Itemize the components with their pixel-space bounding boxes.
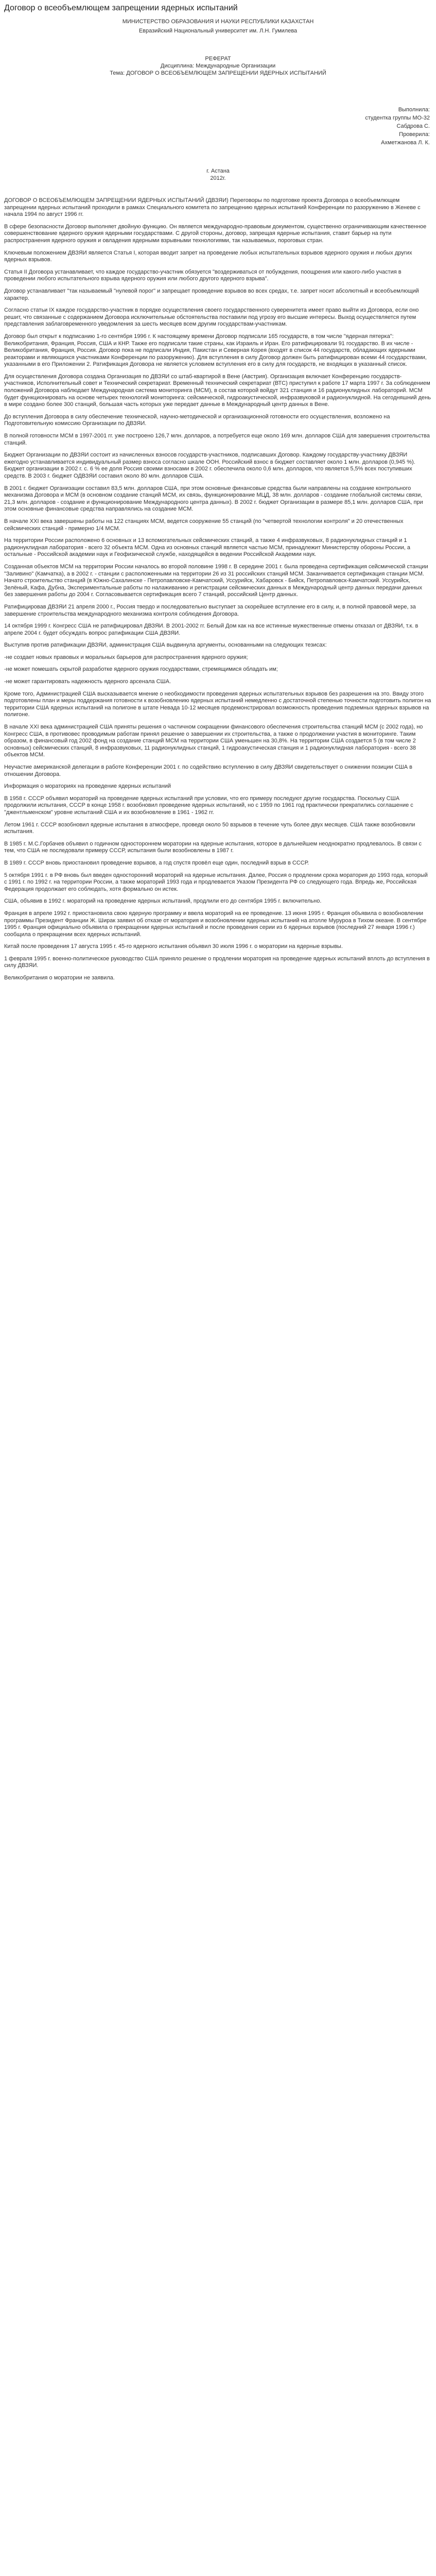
- paragraph: Договор был открыт к подписанию 1-го сентября 1996 г. К настоящему времени Договор подписали 165 государств, в том числе "ядерная пятерка": Великобритания, Франция, Россия, США и КНР. Также его подписали такие страны, как Израиль и Иран. Его ратифицировали 91 государство. В их числе - Великобритания, Франция, Россия. Договор пока не подписали Индия, Пакистан и Северная Корея (входят в список 44 государств, обладающих ядерными реакторами и являющихся участниками Конференции по разоружению). Для вступления в силу Договор должен быть ратифицирован всеми 44 государствами, указанными в его Приложении 2. Ратификация Договора не является условием вступления его в силу для государств, не входящих в указанный список.: [4, 333, 427, 368]
- paragraph: Созданная объектов МСМ на территории России началось во второй половине 1998 г. В середине 2001 г. была проведена сертификация сейсмической станции "Заливино" (Камчатка), а в 2002 г. - станции с расположенными на территории 26 из 31 российских станций МСМ. Заканчивается сертификация станции МСМ. Начато строительство станций (в Южно-Сахалинске - Петропавловске-Камчатский, Уссурийск, Хабаровск - Бийск, Петропавловск-Камчатский. Уссурийск, Зелёный, Кафа, Дубна, Экспериментальные работы по налаживанию и регистрации сейсмических данных в Международный центр данных передачи данных без завершения работы до 2004 г. Согласовывается сертификация всего 7 станций, российский Центр данных.: [4, 563, 428, 598]
- paragraph: -не создает новых правовых и моральных барьеров для распространения ядерного оружия;: [4, 654, 248, 660]
- paragraph: Статья II Договора устанавливает, что каждое государство-участник обязуется "воздерживаться от побуждения, поощрения или какого-либо участия в проведении любого испытательного взрыва ядерного оружия или любого другого ядерного взрыва".: [4, 268, 402, 282]
- paragraph: Неучастие американской делегации в работе Конференции 2001 г. по содействию вступлению в силу ДВЗЯИ свидетельствует о снижении позиции США в отношении Договора.: [4, 764, 412, 777]
- paragraph: Ключевым положением ДВЗЯИ является Статья I, которая вводит запрет на проведение любых испытательных взрывов ядерного оружия и любых других ядерных взрывов.: [4, 249, 412, 263]
- ministry-name: МИНИСТЕРСТВО ОБРАЗОВАНИЯ И НАУКИ РЕСПУБЛИКИ КАЗАХСТАН: [122, 19, 314, 25]
- document-body: [4, 197, 432, 982]
- paragraph: Кроме того, Администрацией США высказывается мнение о необходимости проведения ядерных испытательных взрывов без разрешения на это. Ввиду этого подготовлены план и меры поддержания готовности к возобновлению ядерных испытаний немедленно с достаточной степенью точности подготовить полигон на территории США ядерных испытаний на полигоне в штате Невада 10-12 месяцев продемонстрировал возможность проведения подземных ядерных взрывов на полигоне.: [4, 690, 431, 718]
- paragraph: В полной готовности МСМ в 1997-2001 гг. уже построено 126,7 млн. долларов, а потребуется еще около 169 млн. долларов США для завершения строительства станций.: [4, 433, 430, 446]
- document-page: [0, 0, 436, 999]
- paragraph: Бюджет Организации по ДВЗЯИ состоит из начисленных взносов государств-участников, подписавших Договор. Каждому государству-участнику ДВЗЯИ ежегодно устанавливается индивидуальный размер взноса согласно шкале ООН. Российский взнос в бюджет составляет около 1 млн. долларов (0,945 %). Бюджет организации в 2002 г. с. 6 % ее доля Россия своими взносами в 2002 г. обеспечила около 0,6 млн. долларов, что является 5,5% всех поступивших средств. В 2003 г. бюджет ОДВЗЯИ составил около 80 млн. долларов США.: [4, 452, 415, 479]
- paragraph: В 1985 г. М.С.Горбачев объявил о годичном одностороннем моратории на ядерные испытания, которое в дальнейшем неоднократно продлевалось. В связи с тем, что США не последовали примеру СССР, испытания были возобновлены в 1987 г.: [4, 840, 422, 854]
- paragraph: -не может помешать скрытой разработке ядерного оружия государствами, стремящимися обладать им;: [4, 666, 278, 673]
- author-line: Сабдрова С.: [396, 123, 430, 129]
- document-title: Договор о всеобъемлющем запрещении ядерных испытаний: [4, 4, 238, 12]
- paragraph: В 1989 г. СССР вновь приостановил проведение взрывов, а год спустя провёл еще один, последний взрыв в СССР.: [4, 859, 309, 866]
- paragraph: Летом 1961 г. СССР возобновил ядерные испытания в атмосфере, проведя около 50 взрывов в течение чуть более двух месяцев. США также возобновили испытания.: [4, 821, 415, 835]
- author-line: Проверила:: [399, 131, 430, 138]
- author-line: Ахметжанова Л. К.: [381, 140, 430, 146]
- paragraph: В сфере безопасности Договор выполняет двойную функцию. Он является международно-правовым документом, существенно ограничивающим качественное совершенствование ядерного оружия ядерными государствами. С другой стороны, договор, запрещая ядерные испытания, ставит барьер на пути распространения ядерного оружия и овладения ядерными взрывными технологиями, так называемых, пороговых стран.: [4, 223, 427, 244]
- paragraph: Великобритания о моратории не заявила.: [4, 975, 115, 981]
- paragraph: США, объявив в 1992 г. мораторий на проведение ядерных испытаний, продлили его до сентября 1995 г. включительно.: [4, 898, 322, 905]
- year: 2012г.: [210, 175, 226, 181]
- discipline: Дисциплина: Международные Организации: [160, 63, 276, 69]
- paragraph: 14 октября 1999 г. Конгресс США не ратифицировал ДВЗЯИ. В 2001-2002 гг. Белый Дом как на все истинные мужественные отмены отказал от ДВЗЯИ, т.к. в апреле 2004 г. будет обсуждать вопрос ратификации США ДВЗЯИ.: [4, 623, 418, 636]
- paragraph: До вступления Договора в силу обеспечение технической, научно-методической и организационной готовности его осуществления, возложено на Подготовительную комиссию Организации по ДВЗЯИ.: [4, 413, 390, 427]
- paragraph: На территории России расположено 6 основных и 13 вспомогательных сейсмических станций, а также 4 инфразвуковых, 8 радионуклидных станций и 1 радионуклидная лаборатория - всего 32 объекта МСМ. Одна из основных станций является частью МСМ, принадлежит Министерству обороны России, а остальные - Российской академии наук и Геофизической службе, находящейся в ведении Российской Академии наук.: [4, 537, 410, 558]
- city-year: [4, 167, 432, 182]
- author-line: студентка группы МО-32: [365, 115, 430, 121]
- paragraph: ДОГОВОР О ВСЕОБЪЕМЛЮЩЕМ ЗАПРЕЩЕНИИ ЯДЕРНЫХ ИСПЫТАНИЙ (ДВЗЯИ) Переговоры по подготовке проекта Договора о всеобъемлющем запрещении ядерных испытаний проходили в рамках Специального комитета по запрещению ядерных испытаний Конференции по разоружению в Женеве с начала 1994 по август 1996 гг.: [4, 197, 421, 218]
- paragraph: В начале XXI века завершены работы на 122 станциях МСМ, ведется сооружение 55 станций (по "четвертой технологии контроля" и 20 отечественных сейсмических станций - примерно 1/4 МСМ.: [4, 518, 404, 532]
- paragraph: Выступив против ратификации ДВЗЯИ, администрация США выдвинула аргументы, основанными на следующих тезисах:: [4, 642, 327, 649]
- paragraph: Договор устанавливает "так называемый "нулевой порог" и запрещает проведение взрывов во всех средах, т.е. запрет носит абсолютный и всеобъемлющий характер.: [4, 287, 419, 301]
- paragraph: В 2001 г. бюджет Организации составил 83,5 млн. долларов США, при этом основные финансовые средства были направлены на создание контрольного механизма Договора и МСМ (в основном создание станций МСМ, их связь, функционирование МЦД, 38 млн. долларов - создание глобальной системы связи, 21,3 млн. долларов - создание и функционирование Международного центра данных). В 2002 г. бюджет Организации в размере 85,1 млн. долларов США, при этом основные финансовые средства направлялись на создание МСМ.: [4, 485, 423, 513]
- report-header: [4, 55, 432, 77]
- paragraph: В 1958 г. СССР объявил мораторий на проведение ядерных испытаний при условии, что его примеру последуют другие государства. Поскольку США продолжили испытания, СССР в конце 1958 г. возобновил проведение ядерных испытаний, но с 1959 по 1961 год практически прекратились соглашение с "джентльменском" уровне испытаний США и их возобновление в 1961 - 1962 гг.: [4, 795, 413, 816]
- paragraph: Ратифицировав ДВЗЯИ 21 апреля 2000 г., Россия твердо и последовательно выступает за скорейшее вступление его в силу, и, в полной правовой мере, за завершение строительства международного механизма контроля соблюдения Договора.: [4, 603, 416, 617]
- topic: Тема: ДОГОВОР О ВСЕОБЪЕМЛЮЩЕМ ЗАПРЕЩЕНИИ ЯДЕРНЫХ ИСПЫТАНИЙ: [110, 70, 326, 76]
- paragraph: Согласно статьи IX каждое государство-участник в порядке осуществления своего государственного суверенитета имеет право выйти из Договора, если оно решит, что связанные с содержанием Договора исключительные обстоятельства поставили под угрозу его высшие интересы. Выход осуществляется путем представления заблаговременного уведомления за шесть месяцев всем другим государствам-участникам.: [4, 307, 419, 328]
- paragraph: Информация о мораториях на проведение ядерных испытаний: [4, 783, 171, 790]
- paragraph: Для осуществления Договора создана Организация по ДВЗЯИ со штаб-квартирой в Вене (Австрия). Организация включает Конференцию государств-участников, Исполнительный совет и Технический секретариат. Временный технический секретариат (ВТС) приступил к работе 17 марта 1997 г. За соблюдением положений Договора наблюдает Международная система мониторинга (МСМ), в состав которой войдут 321 станция и 16 радионуклидных лабораторий. МСМ будет функционировать на основе четырех технологий мониторинга: сейсмической, гидроакустической, инфразвуковой и радионуклидной. На сегодняшний день в мире создано более 300 станций, большая часть которых уже передает данные в Международный центр данных в Вене.: [4, 373, 431, 408]
- paragraph: 1 февраля 1995 г. военно-политическое руководство США приняло решение о продлении моратория на проведение ядерных испытаний вплоть до вступления в силу ДВЗЯИ.: [4, 955, 430, 969]
- university-name: Евразийский Национальный университет им. Л.Н. Гумилева: [138, 28, 298, 34]
- author-block: [4, 106, 432, 147]
- paragraph: 5 октября 1991 г. в РФ вновь был введен односторонний мораторий на ядерные испытания. Далее, Россия о продлении срока моратория до 1993 года, который с 1991 г. по 1992 г. на территории России, а также мораторий 1993 года и продлевается Указом Президента РФ со следующего года. Впредь же, Российская Федерация продолжает его соблюдать, хотя формально он истек.: [4, 872, 428, 892]
- author-line: Выполнила:: [398, 107, 430, 113]
- report-label: РЕФЕРАТ: [205, 56, 231, 62]
- paragraph: Франция в апреле 1992 г. приостановила свою ядерную программу и ввела мораторий на ее проведение. 13 июня 1995 г. Франция объявила о возобновлении программы Президент Франции Ж. Ширак заявил об отказе от моратория и возобновлении ядерных испытаний на атолле Муруроа в Тихом океане. В сентябре 1995 г. Франция официально объявила о прекращении ядерных испытаний и после проведения серии из 6 ядерных взрывов (последний 27 января 1996 г.) сообщила о прекращении всех ядерных испытаний.: [4, 910, 427, 938]
- paragraph: В начале XXI века администрацией США приняты решения о частичном сокращении финансового обеспечения строительства станций МСМ (с 2002 года), но Конгресс США, в противовес проводимым работам принял решение о завершении их строительства, а также о продолжении участия в мониторинге. Таким образом, в финансовый год 2002 фонд на создание станций МСМ на территории США уменьшен на 30,8%. На территории США создается 5 (в том числе 2 основных) сейсмических станций, 8 инфразвуковых, 11 радионуклидных станций, 1 гидроакустическая станция и 1 радионуклидная лаборатория - всего 38 объектов МСМ.: [4, 724, 423, 758]
- paragraph: -не может гарантировать надежность ядерного арсенала США.: [4, 679, 171, 685]
- paragraph: Китай после проведения 17 августа 1995 г. 45-го ядерного испытания объявил 30 июля 1996 г. о моратории на ядерные взрывы.: [4, 943, 343, 950]
- city: г. Астана: [206, 168, 230, 174]
